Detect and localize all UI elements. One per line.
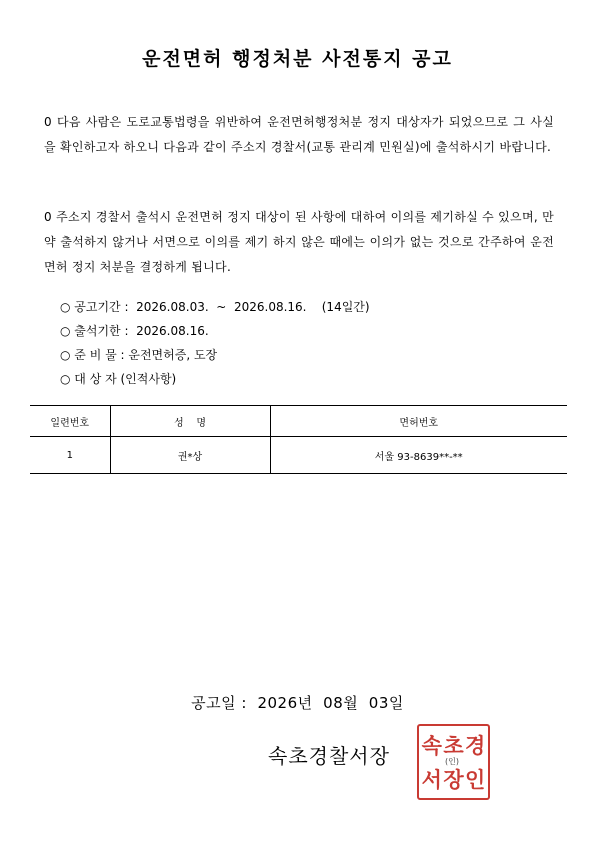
target-person-heading: ○ 대 상 자 (인적사항) (60, 372, 177, 386)
seal-char: 속 (421, 732, 442, 758)
notice-date: 공고일 : 2026년 08월 03일 (191, 694, 404, 712)
document-title: 운전면허 행정처분 사전통지 공고 (142, 48, 453, 70)
table-row (30, 437, 567, 474)
notice-paragraph-1: 0 다음 사람은 도로교통법령을 위반하여 운전면허행정처분 정지 대상자가 되었으므로 그 사실을 확인하고자 하오니 다음과 같이 주소지 경찰서(교통 관리계 민원실)에 출석하시기 바랍니다. (44, 115, 554, 154)
seal-mark: (인) (445, 757, 459, 766)
header-serial: 일련번호 (50, 417, 90, 429)
seal-char: 서 (421, 766, 442, 792)
signer-name: 속초경찰서장 (268, 744, 390, 768)
attendance-deadline: ○ 출석기한 : 2026.08.16. (60, 324, 209, 338)
table-header-row (30, 406, 567, 437)
seal-char: 장 (443, 766, 464, 792)
header-license: 면허번호 (270, 406, 567, 437)
seal-char: 초 (443, 732, 464, 758)
notice-items (60, 295, 370, 391)
cell-name: 권*상 (110, 437, 270, 474)
seal-char: 경 (465, 732, 486, 758)
seal-char: 인 (465, 766, 486, 792)
cell-license: 서울 93-8639**-** (270, 437, 567, 474)
cell-serial: 1 (66, 449, 73, 461)
header-name: 성 명 (110, 406, 270, 437)
notice-paragraph-2: 0 주소지 경찰서 출석시 운전면허 정지 대상이 된 사항에 대하여 이의를 제기하실 수 있으며, 만약 출석하지 않거나 서면으로 이의를 제기 하지 않은 때에는 이의가 없는 것으로 간주하여 운전면허 정지 처분을 결정하게 됩니다. (44, 210, 554, 274)
official-seal (417, 724, 490, 800)
notice-period: ○ 공고기간 : 2026.08.03. ~ 2026.08.16. (14일간) (60, 300, 370, 314)
required-items: ○ 준 비 물 : 운전면허증, 도장 (60, 348, 218, 362)
target-table (30, 405, 567, 474)
